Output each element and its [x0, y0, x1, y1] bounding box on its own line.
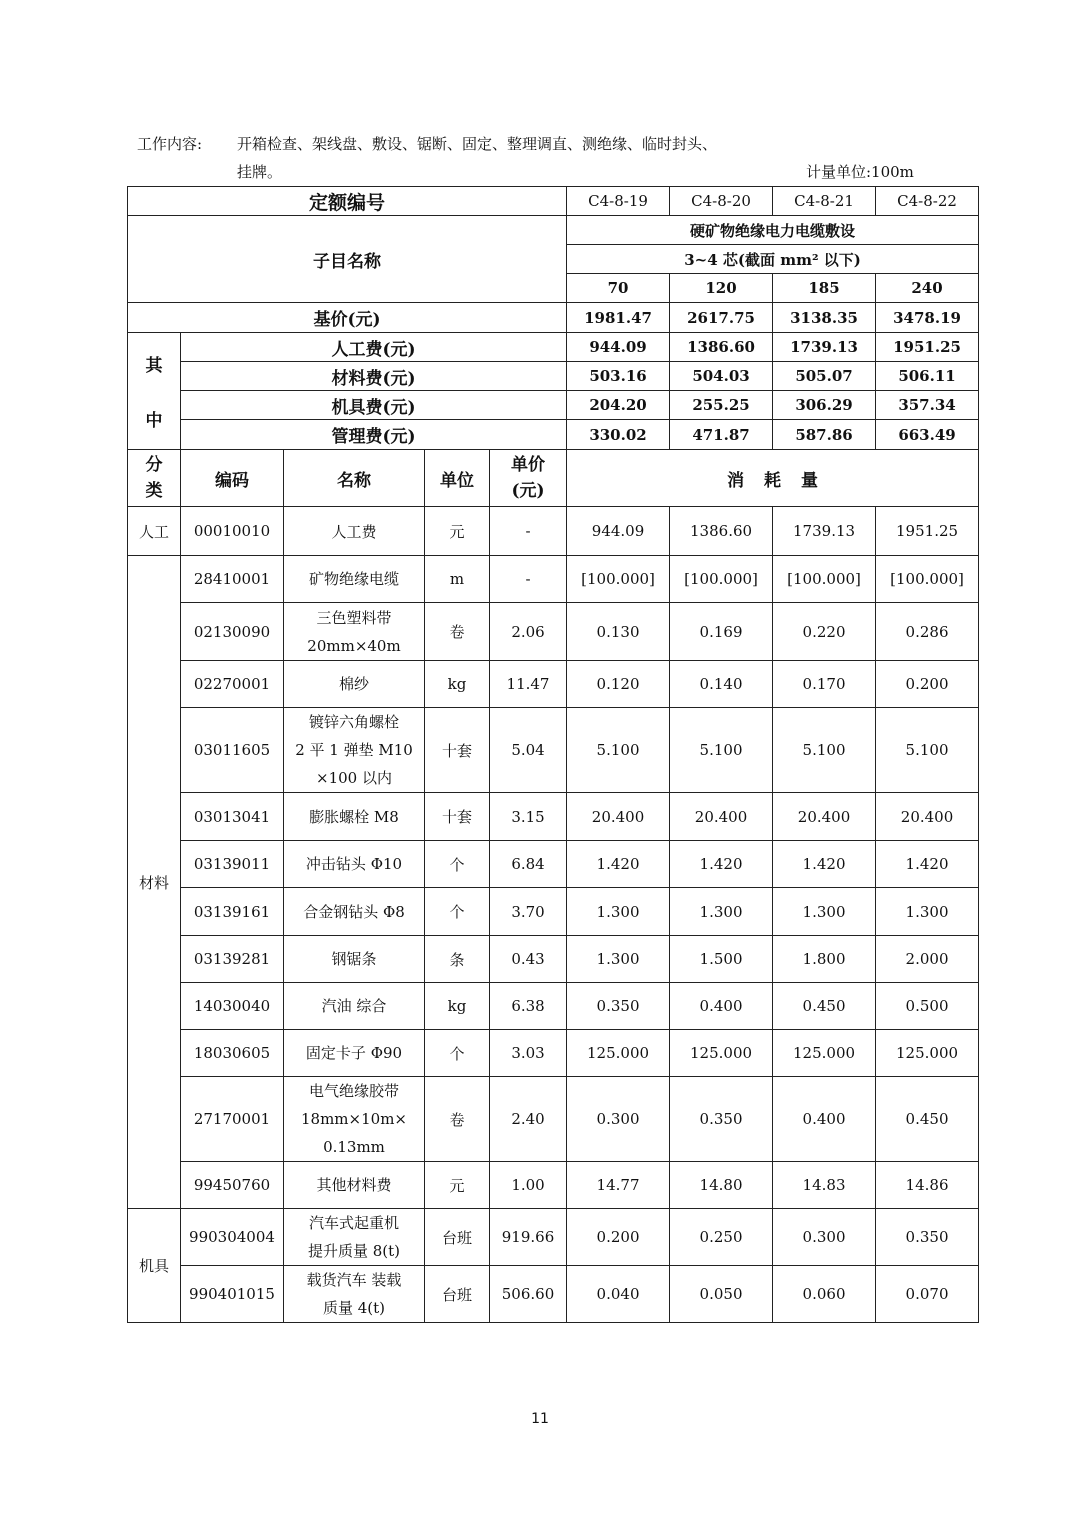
item-name-line: 提升质量 8(t) — [307, 1242, 401, 1260]
item-unit: 十套 — [425, 793, 490, 841]
consumption-value: 1.420 — [876, 841, 979, 888]
item-unit: 个 — [425, 888, 490, 936]
consumption-value: 14.80 — [670, 1162, 773, 1209]
table-row — [128, 793, 979, 841]
consumption-value: 0.450 — [876, 1077, 979, 1162]
item-name-line: 2 平 1 弹垫 M10 — [295, 741, 413, 759]
consumption-value: 1.420 — [567, 841, 670, 888]
consumption-value: 125.000 — [773, 1030, 876, 1077]
consumption-value: 14.83 — [773, 1162, 876, 1209]
cost-value: 471.87 — [670, 420, 773, 450]
consumption-value: 0.040 — [567, 1266, 670, 1323]
item-unit: 个 — [425, 841, 490, 888]
quota-code-label: 定额编号 — [128, 187, 567, 216]
table-row — [128, 983, 979, 1030]
consumption-value: 1.300 — [876, 888, 979, 936]
cost-label: 材料费(元) — [181, 362, 567, 391]
cost-value: 1386.60 — [670, 333, 773, 362]
item-unit: kg — [425, 983, 490, 1030]
consumption-value: 0.200 — [567, 1209, 670, 1266]
consumption-value: 1.300 — [567, 888, 670, 936]
item-name-line: ×100 以内 — [316, 769, 392, 787]
table-row — [128, 888, 979, 936]
subitem-title-row — [128, 216, 979, 245]
cost-value: 357.34 — [876, 391, 979, 420]
table-row — [128, 1209, 979, 1266]
price-header-line-2: (元) — [511, 481, 545, 501]
quota-code: C4-8-20 — [670, 187, 773, 216]
consumption-value: 1.300 — [567, 936, 670, 983]
consumption-value: 1386.60 — [670, 507, 773, 556]
table-row — [128, 1266, 979, 1323]
price-header — [490, 450, 567, 507]
consumption-value: 1739.13 — [773, 507, 876, 556]
consumption-value: [100.000] — [773, 556, 876, 603]
consumption-value: 20.400 — [670, 793, 773, 841]
item-name-line: 冲击钻头 Φ10 — [305, 855, 403, 873]
consumption-value: 0.120 — [567, 661, 670, 708]
consumption-value: 5.100 — [876, 708, 979, 793]
item-name-line: 合金钢钻头 Φ8 — [303, 902, 405, 921]
item-price: - — [490, 556, 567, 603]
item-price: 5.04 — [490, 708, 567, 793]
item-unit: m — [425, 556, 490, 603]
consumption-value: [100.000] — [670, 556, 773, 603]
consumption-value: 0.169 — [670, 603, 773, 661]
consumption-value: 0.200 — [876, 661, 979, 708]
item-unit: 台班 — [425, 1209, 490, 1266]
item-code: 00010010 — [181, 507, 284, 556]
subitem-name-label: 子目名称 — [128, 216, 567, 303]
quota-code-row — [128, 187, 979, 216]
table-row — [128, 556, 979, 603]
item-price: 6.84 — [490, 841, 567, 888]
item-price: 3.15 — [490, 793, 567, 841]
consumption-value: 20.400 — [567, 793, 670, 841]
table-row — [128, 708, 979, 793]
item-name-line: 汽油 综合 — [321, 997, 387, 1015]
consumption-value: [100.000] — [567, 556, 670, 603]
measurement-unit: 计量单位:100m — [806, 163, 914, 181]
consumption-value: 5.100 — [773, 708, 876, 793]
quota-code: C4-8-19 — [567, 187, 670, 216]
name-header: 名称 — [284, 450, 425, 507]
consumption-value: 125.000 — [567, 1030, 670, 1077]
item-name-line: 膨胀螺栓 M8 — [309, 807, 399, 826]
item-name — [284, 983, 425, 1030]
table-row — [128, 1162, 979, 1209]
item-code: 03139281 — [181, 936, 284, 983]
cost-row-labor — [128, 333, 979, 362]
item-name — [284, 1077, 425, 1162]
section-size: 120 — [670, 274, 773, 303]
section-size: 185 — [773, 274, 876, 303]
price-header-line-1: 单价 — [511, 455, 546, 475]
consumption-value: 5.100 — [567, 708, 670, 793]
item-unit: 元 — [425, 507, 490, 556]
item-unit: kg — [425, 661, 490, 708]
subitem-title: 硬矿物绝缘电力电缆敷设 — [567, 216, 979, 245]
consumption-value: 0.300 — [773, 1209, 876, 1266]
consumption-value: 1.500 — [670, 936, 773, 983]
item-name — [284, 556, 425, 603]
item-unit: 条 — [425, 936, 490, 983]
consumption-value: 2.000 — [876, 936, 979, 983]
item-name-line: 18mm×10m× — [301, 1110, 407, 1128]
consumption-value: 0.400 — [773, 1077, 876, 1162]
item-name-line: 钢锯条 — [331, 950, 377, 968]
table-row — [128, 936, 979, 983]
cost-value: 505.07 — [773, 362, 876, 391]
item-unit: 十套 — [425, 708, 490, 793]
consumption-value: 0.140 — [670, 661, 773, 708]
item-price: 919.66 — [490, 1209, 567, 1266]
item-price: 0.43 — [490, 936, 567, 983]
cost-value: 503.16 — [567, 362, 670, 391]
base-price: 1981.47 — [567, 303, 670, 333]
section-size: 240 — [876, 274, 979, 303]
item-price: 2.40 — [490, 1077, 567, 1162]
consumption-value: 20.400 — [773, 793, 876, 841]
item-name — [284, 603, 425, 661]
item-name-line: 棉纱 — [338, 675, 369, 693]
page-number: 11 — [531, 1411, 549, 1427]
consumption-value: 0.170 — [773, 661, 876, 708]
qizhong-char-1: 其 — [145, 356, 163, 376]
item-code: 03139161 — [181, 888, 284, 936]
item-name — [284, 1266, 425, 1323]
consumption-value: 0.250 — [670, 1209, 773, 1266]
item-code: 27170001 — [181, 1077, 284, 1162]
item-price: 11.47 — [490, 661, 567, 708]
item-unit: 个 — [425, 1030, 490, 1077]
consumption-value: 0.300 — [567, 1077, 670, 1162]
table-row — [128, 1030, 979, 1077]
cost-value: 1739.13 — [773, 333, 876, 362]
category-header-char-1: 分 — [145, 455, 163, 475]
item-name — [284, 888, 425, 936]
consumption-value: 0.220 — [773, 603, 876, 661]
quota-code: C4-8-21 — [773, 187, 876, 216]
item-price: - — [490, 507, 567, 556]
item-unit: 元 — [425, 1162, 490, 1209]
consumption-value: [100.000] — [876, 556, 979, 603]
item-code: 02270001 — [181, 661, 284, 708]
unit-header: 单位 — [425, 450, 490, 507]
item-name-line: 其他材料费 — [316, 1176, 392, 1194]
item-name-line: 质量 4(t) — [322, 1299, 386, 1317]
cost-value: 506.11 — [876, 362, 979, 391]
base-price: 2617.75 — [670, 303, 773, 333]
cost-row-machine — [128, 391, 979, 420]
item-code: 99450760 — [181, 1162, 284, 1209]
item-name-line: 0.13mm — [323, 1138, 385, 1156]
item-name-line: 载货汽车 装载 — [306, 1271, 402, 1289]
item-price: 506.60 — [490, 1266, 567, 1323]
item-code: 28410001 — [181, 556, 284, 603]
consumption-value: 0.500 — [876, 983, 979, 1030]
item-name-line: 汽车式起重机 — [308, 1214, 399, 1232]
consumption-value: 0.400 — [670, 983, 773, 1030]
consumption-value: 0.286 — [876, 603, 979, 661]
item-code: 02130090 — [181, 603, 284, 661]
category-header — [128, 450, 181, 507]
cost-value: 330.02 — [567, 420, 670, 450]
item-name — [284, 1030, 425, 1077]
consumption-value: 0.350 — [876, 1209, 979, 1266]
work-content-label: 工作内容: — [137, 135, 203, 153]
item-name-line: 固定卡子 Φ90 — [305, 1044, 403, 1062]
item-name-line: 20mm×40m — [307, 636, 401, 655]
item-price: 6.38 — [490, 983, 567, 1030]
item-name — [284, 841, 425, 888]
category-cell: 人工 — [128, 507, 181, 556]
cost-value: 255.25 — [670, 391, 773, 420]
item-unit: 卷 — [425, 603, 490, 661]
category-cell: 机具 — [128, 1209, 181, 1323]
item-name-line: 三色塑料带 — [316, 608, 392, 627]
item-name — [284, 1162, 425, 1209]
consumption-value: 14.86 — [876, 1162, 979, 1209]
item-code: 18030605 — [181, 1030, 284, 1077]
base-price-label: 基价(元) — [128, 303, 567, 333]
consumption-value: 20.400 — [876, 793, 979, 841]
cost-label: 机具费(元) — [181, 391, 567, 420]
item-unit: 台班 — [425, 1266, 490, 1323]
item-price: 2.06 — [490, 603, 567, 661]
item-name-line: 矿物绝缘电缆 — [308, 570, 399, 588]
consumption-value: 1951.25 — [876, 507, 979, 556]
work-content-text: 开箱检查、架线盘、敷设、锯断、固定、整理调直、测绝缘、临时封头、 — [237, 135, 718, 153]
cost-value: 504.03 — [670, 362, 773, 391]
subitem-spec: 3~4 芯(截面 mm² 以下) — [567, 245, 979, 274]
consumption-value: 5.100 — [670, 708, 773, 793]
category-header-char-2: 类 — [145, 481, 163, 501]
table-row — [128, 1077, 979, 1162]
consumption-value: 125.000 — [670, 1030, 773, 1077]
quota-table — [127, 186, 979, 1323]
consumption-value: 14.77 — [567, 1162, 670, 1209]
qizhong-label — [128, 333, 181, 450]
item-name — [284, 708, 425, 793]
item-unit: 卷 — [425, 1077, 490, 1162]
consumption-value: 1.300 — [670, 888, 773, 936]
item-code: 14030040 — [181, 983, 284, 1030]
column-header-row — [128, 450, 979, 507]
consumption-value: 125.000 — [876, 1030, 979, 1077]
cost-label: 人工费(元) — [181, 333, 567, 362]
cost-value: 306.29 — [773, 391, 876, 420]
code-header: 编码 — [181, 450, 284, 507]
item-price: 1.00 — [490, 1162, 567, 1209]
consumption-value: 1.420 — [670, 841, 773, 888]
cost-value: 204.20 — [567, 391, 670, 420]
cost-row-material — [128, 362, 979, 391]
consumption-value: 1.300 — [773, 888, 876, 936]
item-code: 990401015 — [181, 1266, 284, 1323]
consumption-header: 消 耗 量 — [567, 450, 979, 507]
item-price: 3.03 — [490, 1030, 567, 1077]
item-name — [284, 661, 425, 708]
table-row — [128, 661, 979, 708]
consumption-value: 0.350 — [567, 983, 670, 1030]
item-name-line: 电气绝缘胶带 — [308, 1082, 399, 1100]
work-content-text-continued: 挂牌。 — [237, 163, 283, 181]
cost-value: 1951.25 — [876, 333, 979, 362]
cost-value: 587.86 — [773, 420, 876, 450]
base-price: 3138.35 — [773, 303, 876, 333]
labor-row — [128, 507, 979, 556]
consumption-value: 1.800 — [773, 936, 876, 983]
consumption-value: 0.050 — [670, 1266, 773, 1323]
item-name — [284, 936, 425, 983]
category-cell: 材料 — [128, 556, 181, 1209]
consumption-value: 0.060 — [773, 1266, 876, 1323]
item-code: 03139011 — [181, 841, 284, 888]
section-size: 70 — [567, 274, 670, 303]
consumption-value: 0.130 — [567, 603, 670, 661]
item-name-line: 镀锌六角螺栓 — [308, 713, 399, 731]
cost-value: 663.49 — [876, 420, 979, 450]
item-price: 3.70 — [490, 888, 567, 936]
item-code: 03013041 — [181, 793, 284, 841]
item-name: 人工费 — [284, 507, 425, 556]
cost-row-management — [128, 420, 979, 450]
consumption-value: 0.070 — [876, 1266, 979, 1323]
item-name — [284, 1209, 425, 1266]
base-price-row — [128, 303, 979, 333]
table-row — [128, 841, 979, 888]
consumption-value: 0.450 — [773, 983, 876, 1030]
item-code: 03011605 — [181, 708, 284, 793]
base-price: 3478.19 — [876, 303, 979, 333]
qizhong-char-2: 中 — [145, 411, 163, 431]
table-row — [128, 603, 979, 661]
cost-label: 管理费(元) — [181, 420, 567, 450]
cost-value: 944.09 — [567, 333, 670, 362]
item-code: 990304004 — [181, 1209, 284, 1266]
consumption-value: 944.09 — [567, 507, 670, 556]
consumption-value: 0.350 — [670, 1077, 773, 1162]
consumption-value: 1.420 — [773, 841, 876, 888]
item-name — [284, 793, 425, 841]
quota-code: C4-8-22 — [876, 187, 979, 216]
